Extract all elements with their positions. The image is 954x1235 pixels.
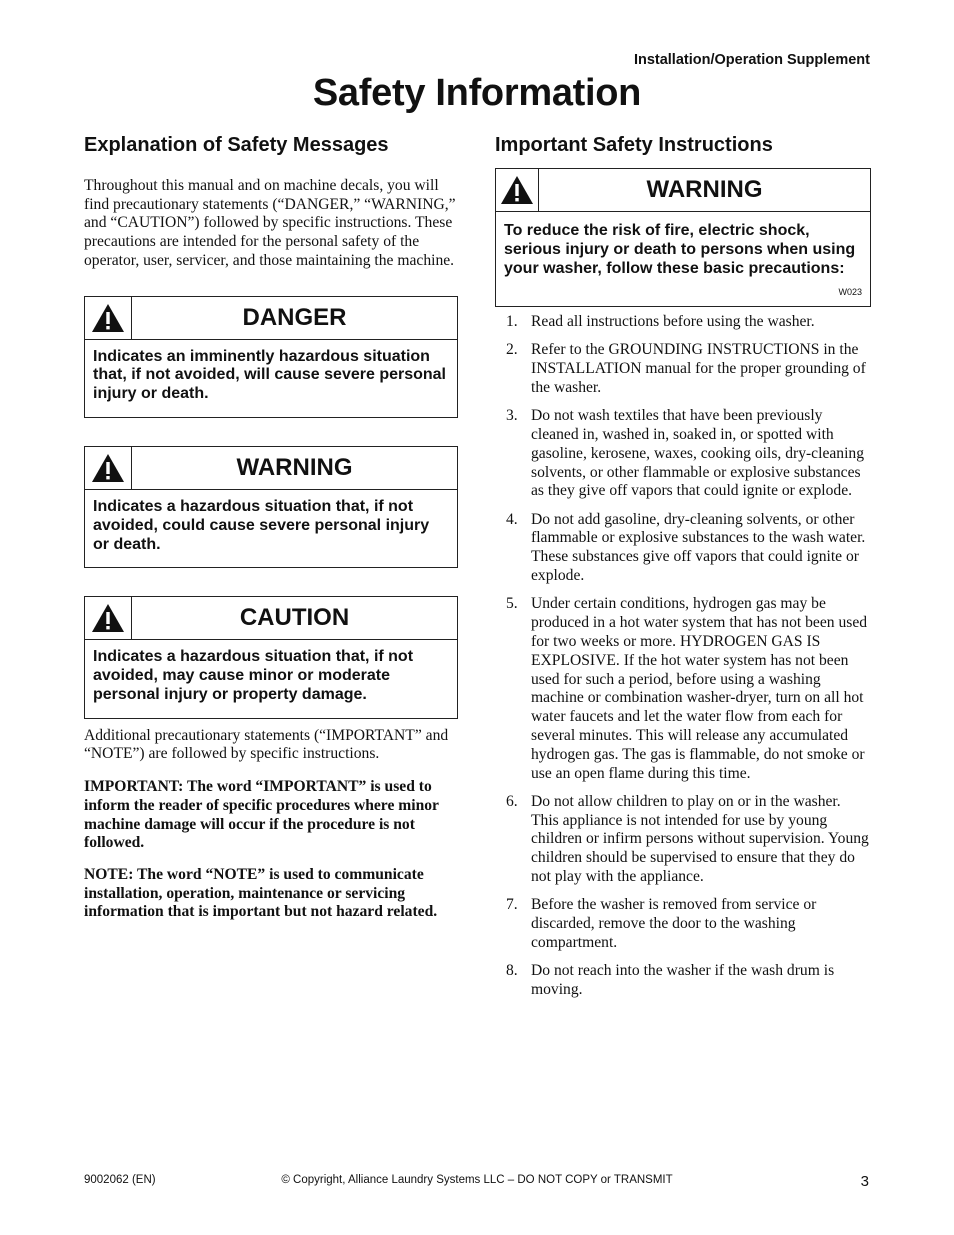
list-item: 3. Do not wash textiles that have been previously cleaned in, washed in, soaked in, or spotted with gasoline, kerosene, waxes, cooking oils, dry-cleaning solvents, or other flammable or explosive substances as they give off vapors that could ignite or explode.: [506, 407, 865, 500]
right-column: [495, 132, 871, 1009]
caution-text: Indicates a hazardous situation that, if not avoided, may cause minor or moderate personal injury or property damage.: [93, 648, 414, 703]
warning-triangle-icon: [85, 597, 132, 639]
important-paragraph: IMPORTANT: The word “IMPORTANT” is used to inform the reader of specific procedures where minor machine damage will occur if the procedure is not followed.: [84, 778, 439, 852]
list-item: 8. Do not reach into the washer if the wash drum is moving.: [506, 962, 835, 998]
warning-text: Indicates a hazardous situation that, if not avoided, could cause severe personal injury or death.: [93, 497, 430, 553]
warning-code: W023: [838, 287, 862, 297]
warning-box: [84, 446, 458, 568]
danger-signal-word: DANGER: [242, 303, 347, 331]
safety-instructions-list: [495, 313, 871, 1000]
warning-triangle-icon: [85, 447, 132, 489]
list-item: 7. Before the washer is removed from service or discarded, remove the door to the washing compartment.: [506, 896, 817, 951]
warning-triangle-icon: [85, 297, 132, 339]
page-title: Safety Information: [312, 72, 642, 114]
intro-paragraph: Throughout this manual and on machine decals, you will find precautionary statements (“DANGER,” “WARNING,” and “CAUTION”) followed by specific instructions. These precautions are intended for the personal safety of the operator, user, servicer, and those maintaining the machine.: [84, 177, 456, 269]
list-item: 1. Read all instructions before using the washer.: [506, 313, 815, 330]
list-item: 4. Do not add gasoline, dry-cleaning solvents, or other flammable or explosive substances to the wash water. These substances give off vapors that could ignite or explode.: [506, 510, 866, 585]
list-item: 6. Do not allow children to play on or in the washer. This appliance is not intended for use by young children or infirm persons without supervision. Young children should be supervised to ensure that they do not play with the appliance.: [506, 792, 869, 886]
washer-warning-message: To reduce the risk of fire, electric shock, serious injury or death to persons when using your washer, follow these basic precautions:: [504, 222, 856, 277]
caution-box: [84, 596, 458, 718]
note-paragraph: NOTE: The word “NOTE” is used to communicate installation, operation, maintenance or servicing information that is important but not hazard related.: [84, 865, 438, 921]
section-heading-safety-messages: Explanation of Safety Messages: [84, 134, 389, 156]
page-number: 3: [860, 1173, 869, 1190]
supplement-header: Installation/Operation Supplement: [633, 52, 870, 68]
list-item: 2. Refer to the GROUNDING INSTRUCTIONS in the INSTALLATION manual for the proper grounding of the washer.: [506, 341, 866, 396]
document-number: 9002062 (EN): [84, 1174, 156, 1186]
copyright-notice: © Copyright, Alliance Laundry Systems LLC – DO NOT COPY or TRANSMIT: [281, 1174, 673, 1186]
danger-text: Indicates an imminently hazardous situation that, if not avoided, will cause severe personal injury or death.: [93, 347, 446, 403]
warning-signal-word: WARNING: [646, 176, 763, 203]
warning-triangle-icon: [496, 169, 539, 211]
caution-signal-word: CAUTION: [239, 604, 350, 632]
washer-warning-box: [495, 168, 871, 307]
warning-signal-word: WARNING: [236, 453, 353, 481]
washer-warning-text: [496, 212, 870, 306]
danger-box: [84, 296, 458, 418]
left-column: [84, 132, 458, 935]
section-heading-safety-instructions: Important Safety Instructions: [495, 134, 773, 156]
list-item: 5. Under certain conditions, hydrogen gas may be produced in a hot water system that has not been used for two weeks or more. HYDROGEN GAS IS EXPLOSIVE. If the hot water system has not been used for such a period, before using a washing machine or combination washer-dryer, turn on all hot water faucets and let the water flow from each for several minutes. This will release any accumulated hydrogen gas. The gas is flammable, do not smoke or use an open flame during this time.: [506, 595, 868, 782]
additional-statements-paragraph: Additional precautionary statements (“IMPORTANT” and “NOTE”) are followed by specific instructions.: [84, 726, 449, 763]
